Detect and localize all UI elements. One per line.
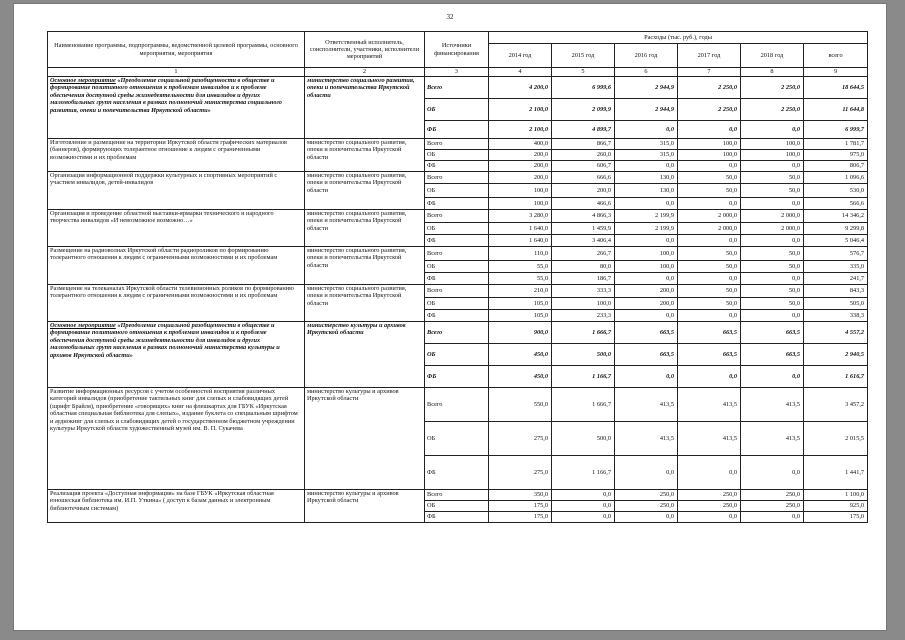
expense-value: 105,0 bbox=[489, 310, 552, 322]
expense-total: 338,3 bbox=[804, 310, 868, 322]
expense-value: 450,0 bbox=[489, 344, 552, 366]
funding-source: ФБ bbox=[425, 121, 489, 139]
table-row bbox=[48, 247, 868, 261]
expense-total: 335,0 bbox=[804, 261, 868, 273]
measure-name-text: Изготовление и размещение на территории Иркутской области графических материалов (баннеров), формирующих толерантное отношение к людям с ограниченными возможностями и их проблемам bbox=[50, 139, 288, 161]
expense-value: 0,0 bbox=[741, 198, 804, 210]
header-year: 2016 год bbox=[615, 44, 678, 68]
expense-value: 4 866,3 bbox=[552, 210, 615, 223]
expense-value: 55,0 bbox=[489, 261, 552, 273]
expense-value: 1 666,7 bbox=[552, 322, 615, 344]
expense-value: 0,0 bbox=[552, 512, 615, 523]
expense-value: 2 250,0 bbox=[741, 99, 804, 121]
expense-total: 18 644,5 bbox=[804, 77, 868, 99]
expense-total: 3 457,2 bbox=[804, 388, 868, 422]
expense-value: 2 199,9 bbox=[615, 210, 678, 223]
expense-total: 530,0 bbox=[804, 184, 868, 198]
measure-name bbox=[48, 285, 305, 322]
expense-value: 200,0 bbox=[615, 298, 678, 310]
expense-value: 866,7 bbox=[552, 139, 615, 150]
expense-value: 6 999,6 bbox=[552, 77, 615, 99]
funding-source: Всего bbox=[425, 490, 489, 501]
table-row bbox=[48, 77, 868, 99]
expense-value: 0,0 bbox=[615, 310, 678, 322]
expense-value: 250,0 bbox=[615, 501, 678, 512]
expense-value: 130,0 bbox=[615, 172, 678, 184]
responsible-executor: министерство социального развития, опеки и попечительства Иркутской области bbox=[305, 247, 425, 285]
expense-value: 50,0 bbox=[741, 247, 804, 261]
expense-value: 266,7 bbox=[552, 247, 615, 261]
expense-total: 1 096,6 bbox=[804, 172, 868, 184]
measure-name bbox=[48, 322, 305, 388]
expense-value: 0,0 bbox=[678, 310, 741, 322]
measure-name-text: Размещение на телеканалах Иркутской области телевизионных роликов по формированию толерантного отношения к людям с ограниченными возможностями и их проблемам bbox=[50, 285, 294, 300]
expense-value: 0,0 bbox=[741, 512, 804, 523]
expense-value: 350,0 bbox=[489, 490, 552, 501]
expense-value: 0,0 bbox=[741, 366, 804, 388]
expense-value: 1 640,0 bbox=[489, 235, 552, 247]
measure-name bbox=[48, 388, 305, 490]
expense-value: 1 166,7 bbox=[552, 366, 615, 388]
expense-value: 200,0 bbox=[489, 150, 552, 161]
expense-value: 175,0 bbox=[489, 512, 552, 523]
expense-value: 2 000,0 bbox=[741, 210, 804, 223]
expense-value: 400,0 bbox=[489, 139, 552, 150]
funding-source: Всего bbox=[425, 388, 489, 422]
expense-value: 2 100,0 bbox=[489, 121, 552, 139]
column-number: 9 bbox=[804, 68, 868, 77]
table-row bbox=[48, 490, 868, 501]
funding-source: ФБ bbox=[425, 198, 489, 210]
expense-value: 0,0 bbox=[615, 235, 678, 247]
column-number: 3 bbox=[425, 68, 489, 77]
expense-value: 100,0 bbox=[489, 198, 552, 210]
header-expenses: Расходы (тыс. руб.), годы bbox=[489, 32, 868, 44]
expense-value: 315,0 bbox=[615, 150, 678, 161]
column-number: 5 bbox=[552, 68, 615, 77]
expense-value: 186,7 bbox=[552, 273, 615, 285]
expense-value: 50,0 bbox=[678, 261, 741, 273]
funding-source: ФБ bbox=[425, 366, 489, 388]
expense-value: 0,0 bbox=[615, 366, 678, 388]
funding-source: ОБ bbox=[425, 99, 489, 121]
expense-value: 50,0 bbox=[678, 285, 741, 298]
funding-source: ФБ bbox=[425, 273, 489, 285]
expense-value: 105,0 bbox=[489, 298, 552, 310]
expense-value: 0,0 bbox=[741, 273, 804, 285]
header-responsible: Ответственный исполнитель, соисполнители, участники, исполнители мероприятий bbox=[305, 32, 425, 68]
expense-value: 663,5 bbox=[678, 322, 741, 344]
expense-value: 0,0 bbox=[678, 366, 741, 388]
expense-value: 550,0 bbox=[489, 388, 552, 422]
expense-value: 0,0 bbox=[741, 310, 804, 322]
expense-value: 233,3 bbox=[552, 310, 615, 322]
responsible-executor: министерство социального развития, опеки и попечительства Иркутской области bbox=[305, 285, 425, 322]
measure-name-text: «Преодоление социальной разобщенности в обществе и формирование позитивного отношения к проблемам инвалидов и к проблеме обеспечения доступной среды жизнедеятельности для инвалидов и других маломобильных групп населения в рамках полномочий министерства культуры и архивов Иркутской области» bbox=[50, 322, 280, 359]
table-body bbox=[48, 77, 868, 523]
column-number: 6 bbox=[615, 68, 678, 77]
expense-total: 4 557,2 bbox=[804, 322, 868, 344]
expense-value: 0,0 bbox=[552, 501, 615, 512]
funding-source: Всего bbox=[425, 247, 489, 261]
expense-value: 50,0 bbox=[678, 172, 741, 184]
funding-source: Всего bbox=[425, 285, 489, 298]
expense-value: 2 100,0 bbox=[489, 99, 552, 121]
expense-value: 0,0 bbox=[741, 456, 804, 490]
expense-value: 210,0 bbox=[489, 285, 552, 298]
expense-value: 0,0 bbox=[678, 512, 741, 523]
budget-table bbox=[47, 31, 868, 523]
expense-value: 200,0 bbox=[615, 285, 678, 298]
funding-source: ОБ bbox=[425, 344, 489, 366]
funding-source: ОБ bbox=[425, 422, 489, 456]
header-year: 2015 год bbox=[552, 44, 615, 68]
expense-total: 505,0 bbox=[804, 298, 868, 310]
funding-source: ФБ bbox=[425, 512, 489, 523]
expense-value: 0,0 bbox=[741, 121, 804, 139]
funding-source: ФБ bbox=[425, 161, 489, 172]
expense-value: 110,0 bbox=[489, 247, 552, 261]
expense-value: 100,0 bbox=[678, 139, 741, 150]
expense-value: 0,0 bbox=[741, 161, 804, 172]
expense-value: 100,0 bbox=[615, 247, 678, 261]
measure-name-text: Размещение на радиоволнах Иркутской области радиороликов по формированию толерантного отношения к людям с ограниченными возможностями и их проблемам bbox=[50, 247, 278, 262]
expense-value: 50,0 bbox=[741, 172, 804, 184]
measure-name-prefix: Основное мероприятие bbox=[50, 77, 116, 84]
responsible-executor: министерство социального развития, опеки и попечительства Иркутской области bbox=[305, 77, 425, 139]
expense-value: 413,5 bbox=[678, 388, 741, 422]
table-row bbox=[48, 285, 868, 298]
expense-value: 663,5 bbox=[615, 322, 678, 344]
table-row bbox=[48, 322, 868, 344]
expense-value: 0,0 bbox=[615, 198, 678, 210]
expense-value: 0,0 bbox=[678, 273, 741, 285]
column-number: 1 bbox=[48, 68, 305, 77]
column-number: 2 bbox=[305, 68, 425, 77]
header-year: 2018 год bbox=[741, 44, 804, 68]
column-number: 7 bbox=[678, 68, 741, 77]
expense-value: 500,0 bbox=[552, 422, 615, 456]
expense-total: 6 999,7 bbox=[804, 121, 868, 139]
expense-value: 666,6 bbox=[552, 172, 615, 184]
expense-total: 925,0 bbox=[804, 501, 868, 512]
responsible-executor: министерство культуры и архивов Иркутской области bbox=[305, 322, 425, 388]
table-row bbox=[48, 172, 868, 184]
expense-value: 130,0 bbox=[615, 184, 678, 198]
expense-total: 11 644,8 bbox=[804, 99, 868, 121]
responsible-executor: министерство социального развития, опеки и попечительства Иркутской области bbox=[305, 210, 425, 247]
responsible-executor: министерство социального развития, опеки и попечительства Иркутской области bbox=[305, 139, 425, 172]
table-row bbox=[48, 139, 868, 150]
expense-value: 2 944,9 bbox=[615, 77, 678, 99]
expense-value: 100,0 bbox=[489, 184, 552, 198]
expense-value: 0,0 bbox=[615, 121, 678, 139]
expense-value: 0,0 bbox=[678, 121, 741, 139]
funding-source: ФБ bbox=[425, 235, 489, 247]
expense-value: 413,5 bbox=[741, 388, 804, 422]
expense-total: 1 616,7 bbox=[804, 366, 868, 388]
document-page bbox=[14, 4, 886, 630]
expense-value: 315,0 bbox=[615, 139, 678, 150]
expense-value: 413,5 bbox=[741, 422, 804, 456]
expense-total: 975,0 bbox=[804, 150, 868, 161]
expense-value: 413,5 bbox=[615, 422, 678, 456]
expense-value: 413,5 bbox=[678, 422, 741, 456]
funding-source: ОБ bbox=[425, 184, 489, 198]
measure-name bbox=[48, 210, 305, 247]
expense-value: 2 199,9 bbox=[615, 223, 678, 235]
header-year-total: всего bbox=[804, 44, 868, 68]
expense-value: 2 250,0 bbox=[678, 99, 741, 121]
expense-total: 1 441,7 bbox=[804, 456, 868, 490]
header-year: 2017 год bbox=[678, 44, 741, 68]
expense-total: 5 046,4 bbox=[804, 235, 868, 247]
expense-total: 1 100,0 bbox=[804, 490, 868, 501]
expense-value: 55,0 bbox=[489, 273, 552, 285]
expense-value: 175,0 bbox=[489, 501, 552, 512]
expense-value: 200,0 bbox=[489, 161, 552, 172]
expense-value: 2 250,0 bbox=[741, 77, 804, 99]
expense-value: 1 640,0 bbox=[489, 223, 552, 235]
measure-name-prefix: Основное мероприятие bbox=[50, 322, 116, 329]
expense-value: 2 000,0 bbox=[678, 210, 741, 223]
responsible-executor: министерство культуры и архивов Иркутской области bbox=[305, 388, 425, 490]
funding-source: ОБ bbox=[425, 150, 489, 161]
measure-name-text: Организация информационной поддержки культурных и спортивных мероприятий с участием инвалидов, детей-инвалидов bbox=[50, 172, 278, 187]
expense-value: 0,0 bbox=[678, 456, 741, 490]
expense-value: 100,0 bbox=[741, 150, 804, 161]
funding-source: ОБ bbox=[425, 223, 489, 235]
expense-value: 663,5 bbox=[741, 322, 804, 344]
expense-value: 50,0 bbox=[678, 247, 741, 261]
measure-name-text: Организация и проведение областной выставки-ярмарки технического и народного творчества инвалидов «И невозможное возможно…» bbox=[50, 210, 274, 225]
expense-value: 200,0 bbox=[552, 184, 615, 198]
expense-value: 0,0 bbox=[678, 235, 741, 247]
expense-value: 1 166,7 bbox=[552, 456, 615, 490]
header-sources: Источники финансирования bbox=[425, 32, 489, 68]
expense-value: 2 000,0 bbox=[678, 223, 741, 235]
expense-value: 275,0 bbox=[489, 422, 552, 456]
measure-name bbox=[48, 490, 305, 523]
expense-total: 576,7 bbox=[804, 247, 868, 261]
expense-value: 100,0 bbox=[678, 150, 741, 161]
expense-value: 0,0 bbox=[615, 161, 678, 172]
column-number: 4 bbox=[489, 68, 552, 77]
header-name: Наименование программы, подпрограммы, ведомственной целевой программы, основного мероприятия, мероприятия bbox=[48, 32, 305, 68]
expense-value: 606,7 bbox=[552, 161, 615, 172]
table-row bbox=[48, 210, 868, 223]
expense-value: 80,0 bbox=[552, 261, 615, 273]
expense-value: 3 406,4 bbox=[552, 235, 615, 247]
responsible-executor: министерство социального развития, опеки и попечительства Иркутской области bbox=[305, 172, 425, 210]
responsible-executor: министерство культуры и архивов Иркутской области bbox=[305, 490, 425, 523]
funding-source: Всего bbox=[425, 322, 489, 344]
expense-total: 843,3 bbox=[804, 285, 868, 298]
expense-value: 0,0 bbox=[615, 456, 678, 490]
expense-total: 1 781,7 bbox=[804, 139, 868, 150]
funding-source: ФБ bbox=[425, 310, 489, 322]
expense-total: 2 015,5 bbox=[804, 422, 868, 456]
header-year: 2014 год bbox=[489, 44, 552, 68]
expense-value: 663,5 bbox=[678, 344, 741, 366]
expense-value: 100,0 bbox=[552, 298, 615, 310]
column-number: 8 bbox=[741, 68, 804, 77]
expense-value: 250,0 bbox=[678, 490, 741, 501]
funding-source: ОБ bbox=[425, 298, 489, 310]
table-header bbox=[48, 32, 868, 77]
expense-total: 241,7 bbox=[804, 273, 868, 285]
measure-name bbox=[48, 77, 305, 139]
expense-value: 3 280,0 bbox=[489, 210, 552, 223]
measure-name bbox=[48, 247, 305, 285]
expense-value: 900,0 bbox=[489, 322, 552, 344]
expense-total: 806,7 bbox=[804, 161, 868, 172]
expense-value: 100,0 bbox=[615, 261, 678, 273]
expense-value: 50,0 bbox=[741, 285, 804, 298]
expense-value: 50,0 bbox=[741, 261, 804, 273]
table-row bbox=[48, 388, 868, 422]
expense-value: 200,0 bbox=[489, 172, 552, 184]
expense-value: 100,0 bbox=[741, 139, 804, 150]
funding-source: ФБ bbox=[425, 456, 489, 490]
expense-value: 260,0 bbox=[552, 150, 615, 161]
expense-value: 0,0 bbox=[615, 512, 678, 523]
expense-value: 2 250,0 bbox=[678, 77, 741, 99]
measure-name bbox=[48, 139, 305, 172]
funding-source: Всего bbox=[425, 77, 489, 99]
measure-name bbox=[48, 172, 305, 210]
expense-total: 14 346,2 bbox=[804, 210, 868, 223]
expense-value: 50,0 bbox=[678, 184, 741, 198]
expense-value: 1 666,7 bbox=[552, 388, 615, 422]
funding-source: ОБ bbox=[425, 261, 489, 273]
expense-value: 0,0 bbox=[615, 273, 678, 285]
expense-value: 2 944,9 bbox=[615, 99, 678, 121]
expense-value: 413,5 bbox=[615, 388, 678, 422]
expense-value: 0,0 bbox=[678, 198, 741, 210]
measure-name-text: Реализация проекта «Доступная информация» на базе ГБУК «Иркутская областная юношеская библиотека им. И.П. Уткина» ( доступ к базам данных и электронным библиотечным системам) bbox=[50, 490, 274, 512]
expense-value: 50,0 bbox=[741, 184, 804, 198]
expense-value: 250,0 bbox=[615, 490, 678, 501]
expense-total: 175,0 bbox=[804, 512, 868, 523]
expense-value: 4 899,7 bbox=[552, 121, 615, 139]
measure-name-text: «Преодоление социальной разобщенности в обществе и формирование позитивного отношения к проблемам инвалидов и к проблеме обеспечения доступной среды жизнедеятельности для инвалидов и других маломобильных групп населения в рамках полномочий министерства социального развития, опеки и попечительства Иркутской области» bbox=[50, 77, 282, 114]
expense-value: 1 459,9 bbox=[552, 223, 615, 235]
expense-value: 2 099,9 bbox=[552, 99, 615, 121]
expense-total: 566,6 bbox=[804, 198, 868, 210]
funding-source: ОБ bbox=[425, 501, 489, 512]
expense-value: 275,0 bbox=[489, 456, 552, 490]
page-number: 32 bbox=[446, 13, 454, 21]
expense-value: 50,0 bbox=[678, 298, 741, 310]
expense-value: 333,3 bbox=[552, 285, 615, 298]
expense-value: 450,0 bbox=[489, 366, 552, 388]
budget-table-wrapper bbox=[47, 31, 867, 523]
expense-value: 500,0 bbox=[552, 344, 615, 366]
expense-value: 0,0 bbox=[552, 490, 615, 501]
expense-value: 663,5 bbox=[741, 344, 804, 366]
measure-name-text: Развитие информационных ресурсов с учетом особенностей восприятия различных категорий инвалидов (приобретение тактильных книг для слепых и слабовидящих детей (шрифт Брайля), приобретение «говорящих» книг на флешкартах для ГБУК «Иркутская областная специальная библиотека для слепых», издание буклета со специальным шрифтом и аудиокниг для слепых и слабовидящих детей о государственном бюджетном учреждении культуры Иркутской области художественный музей им. В. П. Сукачева bbox=[50, 388, 298, 433]
expense-value: 250,0 bbox=[678, 501, 741, 512]
expense-value: 4 200,0 bbox=[489, 77, 552, 99]
expense-value: 250,0 bbox=[741, 501, 804, 512]
funding-source: Всего bbox=[425, 210, 489, 223]
expense-value: 2 000,0 bbox=[741, 223, 804, 235]
expense-value: 0,0 bbox=[678, 161, 741, 172]
funding-source: Всего bbox=[425, 139, 489, 150]
expense-value: 50,0 bbox=[741, 298, 804, 310]
expense-total: 9 299,8 bbox=[804, 223, 868, 235]
expense-total: 2 940,5 bbox=[804, 344, 868, 366]
expense-value: 250,0 bbox=[741, 490, 804, 501]
funding-source: Всего bbox=[425, 172, 489, 184]
expense-value: 466,6 bbox=[552, 198, 615, 210]
expense-value: 0,0 bbox=[741, 235, 804, 247]
expense-value: 663,5 bbox=[615, 344, 678, 366]
